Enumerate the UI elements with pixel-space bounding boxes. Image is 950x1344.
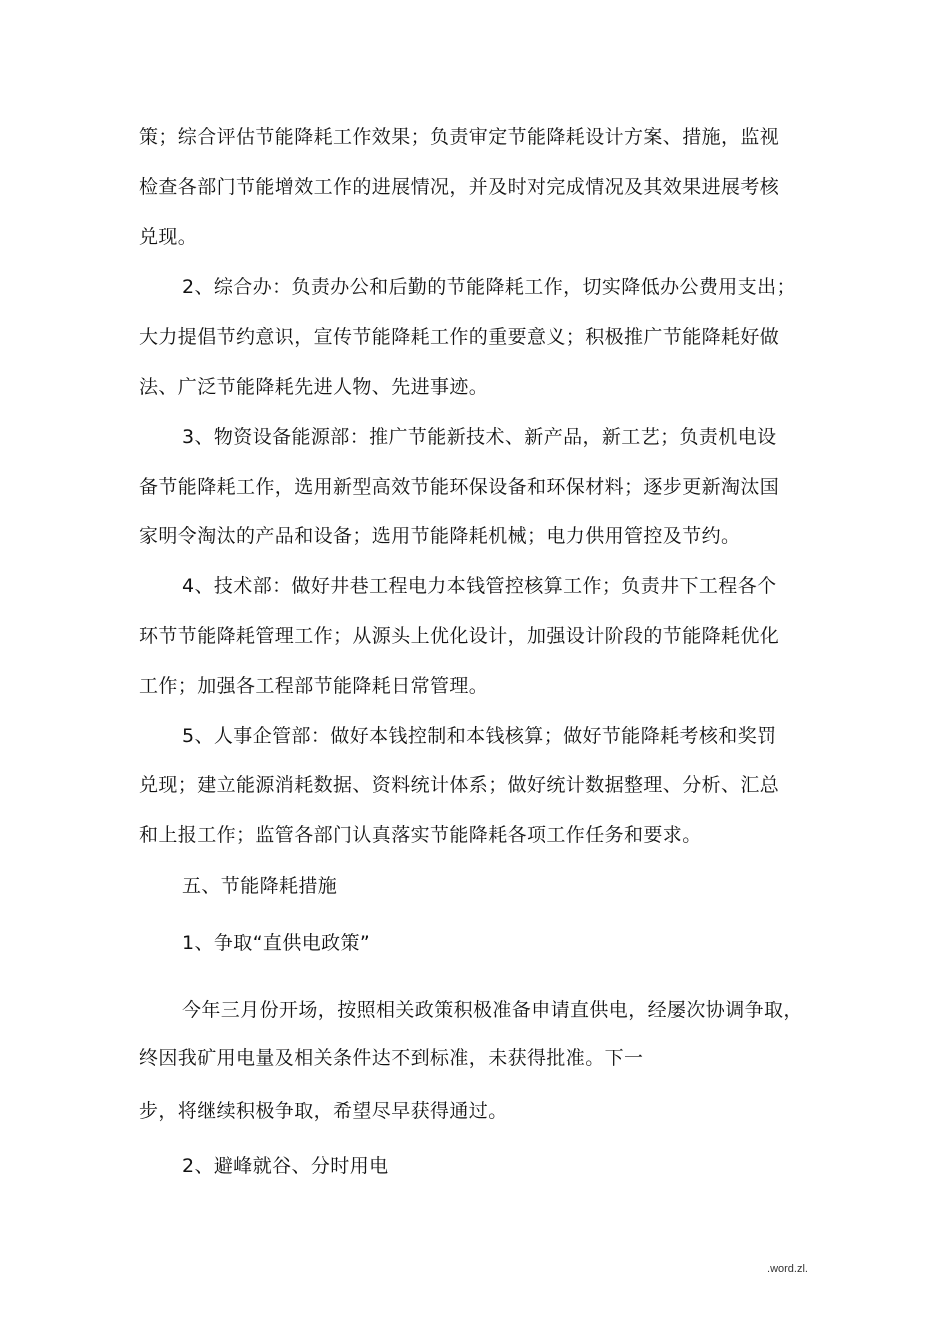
paragraph-start: 3、物资设备能源部：推广节能新技术、新产品，新工艺；负责机电设 bbox=[182, 426, 777, 448]
text-line: 兑现；建立能源消耗数据、资料统计体系；做好统计数据整理、分析、汇总 bbox=[139, 774, 780, 796]
text-line: 终因我矿用电量及相关条件达不到标准，未获得批准。下一 bbox=[139, 1047, 644, 1069]
text-line: 步，将继续积极争取，希望尽早获得通过。 bbox=[139, 1100, 508, 1122]
text-line: 环节节能降耗管理工作；从源头上优化设计，加强设计阶段的节能降耗优化 bbox=[139, 625, 780, 647]
text-line: 大力提倡节约意识，宣传节能降耗工作的重要意义；积极推广节能降耗好做 bbox=[139, 326, 780, 348]
paragraph-start: 2、综合办：负责办公和后勤的节能降耗工作，切实降低办公费用支出； bbox=[182, 276, 796, 298]
subsection-heading: 2、避峰就谷、分时用电 bbox=[182, 1155, 389, 1177]
section-heading: 五、节能降耗措施 bbox=[182, 875, 338, 897]
text-line: 兑现。 bbox=[139, 226, 198, 248]
text-line: 检查各部门节能增效工作的进展情况，并及时对完成情况及其效果进展考核 bbox=[139, 176, 780, 198]
text-line: 策；综合评估节能降耗工作效果；负责审定节能降耗设计方案、措施，监视 bbox=[139, 126, 780, 148]
paragraph-start: 4、技术部：做好井巷工程电力本钱管控核算工作；负责井下工程各个 bbox=[182, 575, 777, 597]
text-line: 和上报工作；监管各部门认真落实节能降耗各项工作任务和要求。 bbox=[139, 824, 702, 846]
page-footer: .word.zl. bbox=[767, 1263, 808, 1275]
subsection-heading: 1、争取“直供电政策” bbox=[182, 932, 371, 954]
paragraph-start: 5、人事企管部：做好本钱控制和本钱核算；做好节能降耗考核和奖罚 bbox=[182, 725, 777, 747]
paragraph-start: 今年三月份开场，按照相关政策积极准备申请直供电，经屡次协调争取， bbox=[182, 999, 803, 1021]
text-line: 家明令淘汰的产品和设备；选用节能降耗机械；电力供用管控及节约。 bbox=[139, 525, 741, 547]
text-line: 工作；加强各工程部节能降耗日常管理。 bbox=[139, 675, 489, 697]
text-line: 备节能降耗工作，选用新型高效节能环保设备和环保材料；逐步更新淘汰国 bbox=[139, 476, 780, 498]
text-line: 法、广泛节能降耗先进人物、先进事迹。 bbox=[139, 376, 489, 398]
